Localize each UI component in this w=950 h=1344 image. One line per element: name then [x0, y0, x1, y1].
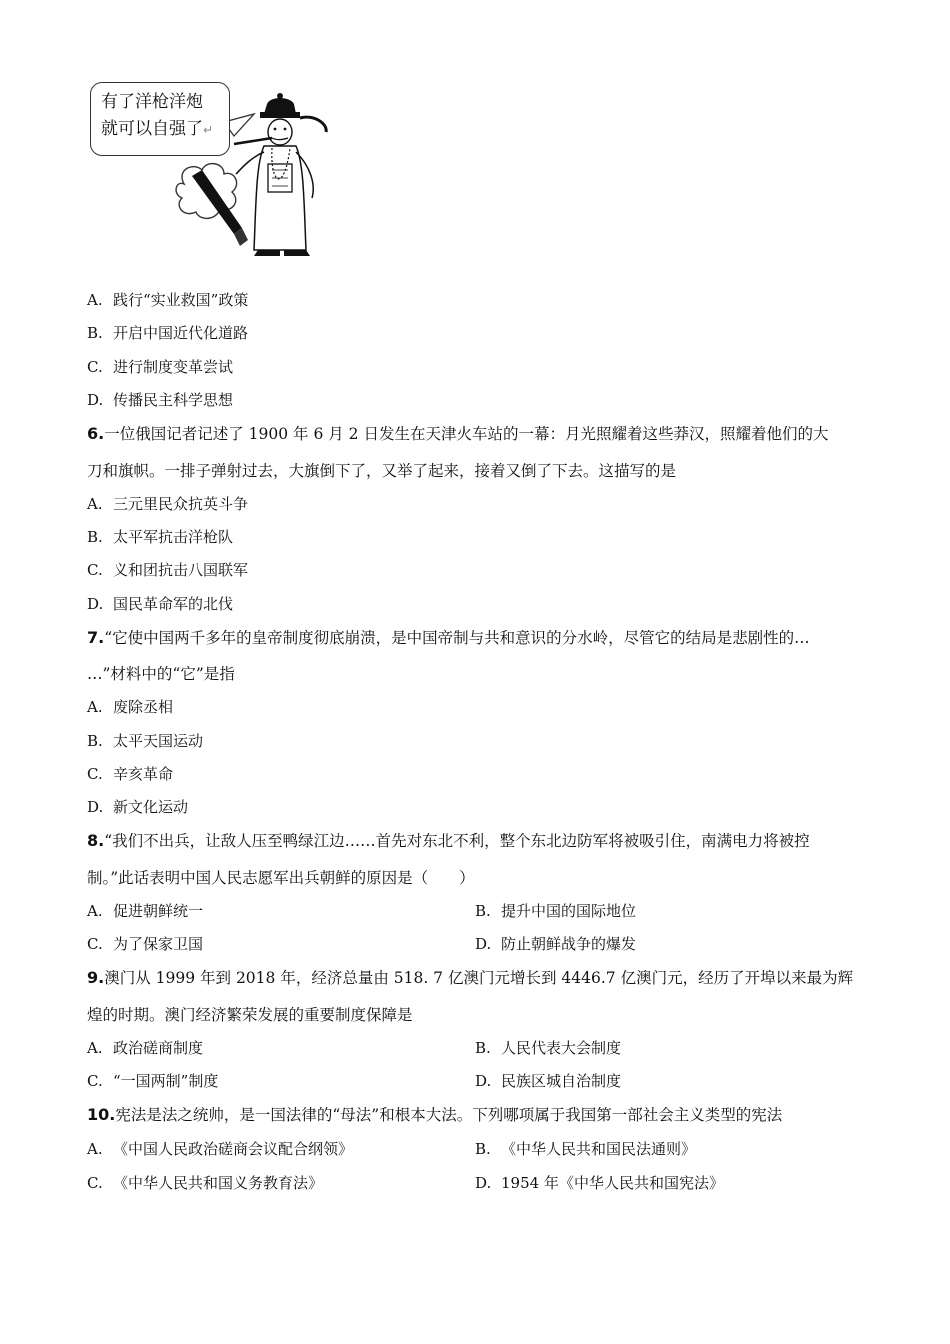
q9-option-c[interactable]: C. “一国两制”制度 [87, 1072, 219, 1090]
q6-option-d[interactable]: D. 国民革命军的北伐 [87, 595, 234, 613]
q8-stem-line-1: 8.“我们不出兵，让敌人压至鸭绿江边……首先对东北不利，整个东北边防军将被吸引住，南满电力将被控 [87, 831, 810, 850]
speech-line-1: 有了洋枪洋炮 [101, 92, 203, 112]
q6-number: 6. [87, 424, 105, 443]
q5-option-a[interactable]: A. 践行“实业救国”政策 [87, 291, 249, 309]
q6-option-a[interactable]: A. 三元里民众抗英斗争 [87, 495, 249, 513]
q9-option-b[interactable]: B. 人民代表大会制度 [475, 1039, 622, 1057]
q8-option-c[interactable]: C. 为了保家卫国 [87, 935, 204, 953]
q10-number: 10. [87, 1105, 116, 1124]
q7-stem-line-2: …”材料中的“它”是指 [87, 665, 235, 683]
q9-stem-line-2: 煌的时期。澳门经济繁荣发展的重要制度保障是 [87, 1006, 413, 1024]
q7-option-a[interactable]: A. 废除丞相 [87, 698, 174, 716]
q10-stem-line-1: 10.宪法是法之统帅，是一国法律的“母法”和根本大法。下列哪项属于我国第一部社会主义类型的宪法 [87, 1105, 783, 1124]
q6-stem-line-1: 6.一位俄国记者记述了 1900 年 6 月 2 日发生在天津火车站的一幕：月光照耀着这些莽汉，照耀着他们的大 [87, 424, 829, 443]
return-mark: ↵ [203, 123, 214, 137]
q6-option-c[interactable]: C. 义和团抗击八国联军 [87, 561, 249, 579]
q6-option-b[interactable]: B. 太平军抗击洋枪队 [87, 528, 234, 546]
q9-option-a[interactable]: A. 政治磋商制度 [87, 1039, 204, 1057]
q9-option-d[interactable]: D. 民族区城自治制度 [475, 1072, 622, 1090]
q8-number: 8. [87, 831, 105, 850]
q6-stem-line-2: 刀和旗帜。一排子弹射过去，大旗倒下了，又举了起来，接着又倒了下去。这描写的是 [87, 462, 677, 480]
q10-option-a[interactable]: A. 《中国人民政治磋商会议配合纲领》 [87, 1140, 354, 1158]
speech-bubble [90, 82, 230, 156]
q10-option-b[interactable]: B. 《中华人民共和国民法通则》 [475, 1140, 697, 1158]
q8-option-b[interactable]: B. 提升中国的国际地位 [475, 902, 637, 920]
q9-stem-line-1: 9.澳门从 1999 年到 2018 年，经济总量由 518. 7 亿澳门元增长到 4446.7 亿澳门元，经历了开埠以来最为辉 [87, 968, 854, 987]
q7-option-d[interactable]: D. 新文化运动 [87, 798, 189, 816]
q10-option-c[interactable]: C. 《中华人民共和国义务教育法》 [87, 1174, 324, 1192]
q7-stem-line-1: 7.“它使中国两千多年的皇帝制度彻底崩溃，是中国帝制与共和意识的分水岭，尽管它的结局是悲剧性的… [87, 628, 810, 647]
speech-line-2: 就可以自强了 [101, 119, 203, 139]
q10-option-d[interactable]: D. 1954 年《中华人民共和国宪法》 [475, 1174, 724, 1192]
cartoon-illustration [84, 74, 334, 264]
q5-option-b[interactable]: B. 开启中国近代化道路 [87, 324, 249, 342]
q8-option-a[interactable]: A. 促进朝鲜统一 [87, 902, 204, 920]
q5-option-d[interactable]: D. 传播民主科学思想 [87, 391, 234, 409]
q9-number: 9. [87, 968, 105, 987]
q8-stem-line-2: 制。”此话表明中国人民志愿军出兵朝鲜的原因是（ ） [87, 869, 475, 887]
q7-option-c[interactable]: C. 辛亥革命 [87, 765, 174, 783]
q8-option-d[interactable]: D. 防止朝鲜战争的爆发 [475, 935, 637, 953]
q7-option-b[interactable]: B. 太平天国运动 [87, 732, 204, 750]
q7-number: 7. [87, 628, 105, 647]
q5-option-c[interactable]: C. 进行制度变革尝试 [87, 358, 234, 376]
